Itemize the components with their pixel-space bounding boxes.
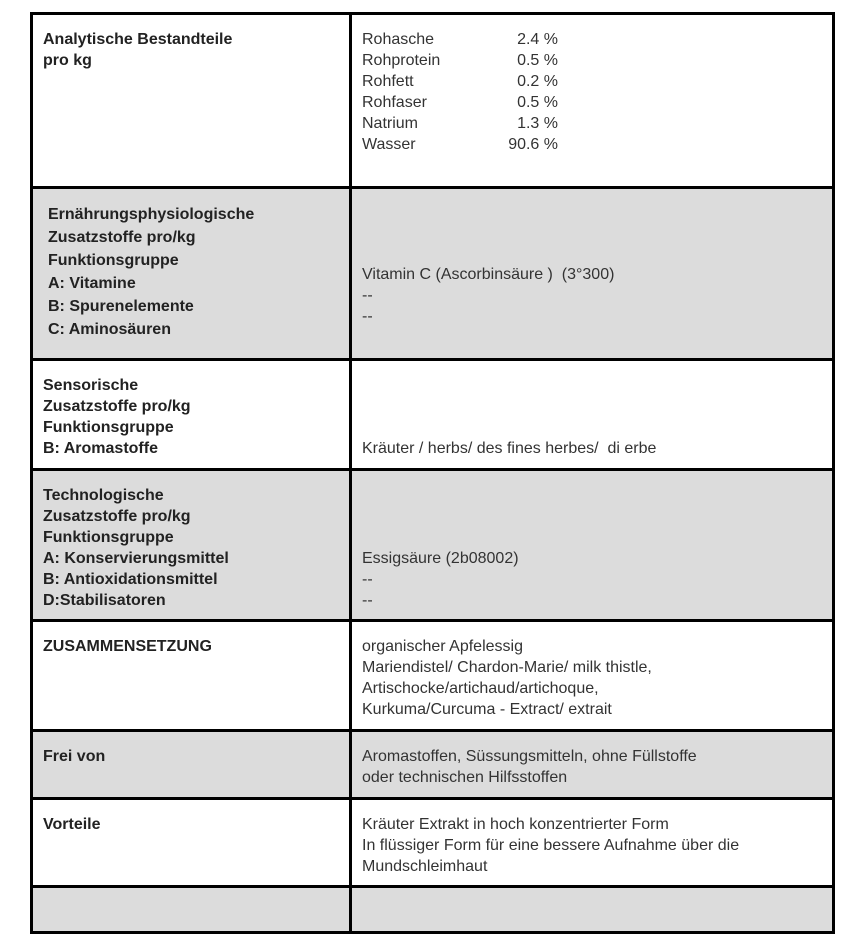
label-line: pro kg xyxy=(43,52,92,69)
label-line: Zusatzstoffe pro/kg xyxy=(43,508,191,525)
nutrient-row xyxy=(362,71,822,92)
nutrient-value: 0.2 % xyxy=(517,73,558,90)
label-line: Frei von xyxy=(43,748,106,765)
value-cell xyxy=(351,731,834,799)
label-cell xyxy=(32,14,351,188)
nutrient-name: Wasser xyxy=(362,136,416,153)
label-line: B: Aromastoffe xyxy=(43,440,158,457)
label-cell xyxy=(32,188,351,360)
row-nutritional xyxy=(32,188,834,360)
value-line: -- xyxy=(362,287,373,304)
label-line: B: Antioxidationsmittel xyxy=(43,571,218,588)
value-line: organischer Apfelessig xyxy=(362,638,523,655)
nutrient-name: Rohasche xyxy=(362,31,435,48)
nutrient-value: 0.5 % xyxy=(517,94,558,111)
value-line: Kräuter / herbs/ des fines herbes/ di erbe xyxy=(362,440,657,457)
nutrient-row xyxy=(362,113,822,134)
value-cell xyxy=(351,621,834,731)
label-cell xyxy=(32,799,351,887)
row-composition xyxy=(32,621,834,731)
label-line: Vorteile xyxy=(43,816,101,833)
value-cell xyxy=(351,188,834,360)
value-line: Mariendistel/ Chardon-Marie/ milk thistle, xyxy=(362,659,652,676)
nutrient-name: Rohfaser xyxy=(362,94,427,111)
nutrient-value: 1.3 % xyxy=(517,115,558,132)
label-line: D:Stabilisatoren xyxy=(43,592,166,609)
row-advantages xyxy=(32,799,834,887)
nutrient-row xyxy=(362,29,822,50)
value-line: Kurkuma/Curcuma - Extract/ extrait xyxy=(362,701,612,718)
value-line: Artischocke/artichaud/artichoque, xyxy=(362,680,599,697)
value-line: Kräuter Extrakt in hoch konzentrierter Form xyxy=(362,816,669,833)
empty-label-cell xyxy=(32,887,351,933)
nutrient-value: 90.6 % xyxy=(508,136,558,153)
label-cell xyxy=(32,621,351,731)
nutrient-name: Rohfett xyxy=(362,73,414,90)
value-line: -- xyxy=(362,571,373,588)
label-line: Analytische Bestandteile xyxy=(43,31,233,48)
nutrient-row xyxy=(362,134,822,155)
row-empty xyxy=(32,887,834,933)
label-line: Ernährungsphysiologische xyxy=(48,206,255,223)
label-line: Sensorische xyxy=(43,377,139,394)
nutrient-row xyxy=(362,50,822,71)
row-analytics xyxy=(32,14,834,188)
nutrient-name: Rohprotein xyxy=(362,52,441,69)
label-cell xyxy=(32,731,351,799)
value-line: Vitamin C (Ascorbinsäure ) (3°300) xyxy=(362,266,615,283)
label-line: Zusatzstoffe pro/kg xyxy=(43,398,191,415)
row-technological xyxy=(32,470,834,621)
label-line: Zusatzstoffe pro/kg xyxy=(48,229,196,246)
value-line: Aromastoffen, Süssungsmitteln, ohne Füllstoffe xyxy=(362,748,697,765)
label-line: B: Spurenelemente xyxy=(48,298,194,315)
value-line: In flüssiger Form für eine bessere Aufnahme über die xyxy=(362,837,740,854)
label-line: A: Vitamine xyxy=(48,275,136,292)
value-cell xyxy=(351,470,834,621)
product-info-table xyxy=(30,12,835,934)
nutrient-value: 2.4 % xyxy=(517,31,558,48)
label-line: ZUSAMMENSETZUNG xyxy=(43,638,212,655)
nutrient-row xyxy=(362,92,822,113)
nutrient-name: Natrium xyxy=(362,115,419,132)
label-line: Funktionsgruppe xyxy=(48,252,179,269)
label-cell xyxy=(32,470,351,621)
label-line: Funktionsgruppe xyxy=(43,419,174,436)
value-line: -- xyxy=(362,308,373,325)
value-line: -- xyxy=(362,592,373,609)
nutrient-value: 0.5 % xyxy=(517,52,558,69)
label-line: C: Aminosäuren xyxy=(48,321,171,338)
label-cell xyxy=(32,360,351,470)
value-cell xyxy=(351,799,834,887)
label-line: Funktionsgruppe xyxy=(43,529,174,546)
empty-value-cell xyxy=(351,887,834,933)
value-cell xyxy=(351,14,834,188)
value-cell xyxy=(351,360,834,470)
label-line: Technologische xyxy=(43,487,164,504)
value-line: Essigsäure (2b08002) xyxy=(362,550,519,567)
label-line: A: Konservierungsmittel xyxy=(43,550,229,567)
value-line: Mundschleimhaut xyxy=(362,858,488,875)
row-free-of xyxy=(32,731,834,799)
value-line: oder technischen Hilfsstoffen xyxy=(362,769,568,786)
row-sensory xyxy=(32,360,834,470)
